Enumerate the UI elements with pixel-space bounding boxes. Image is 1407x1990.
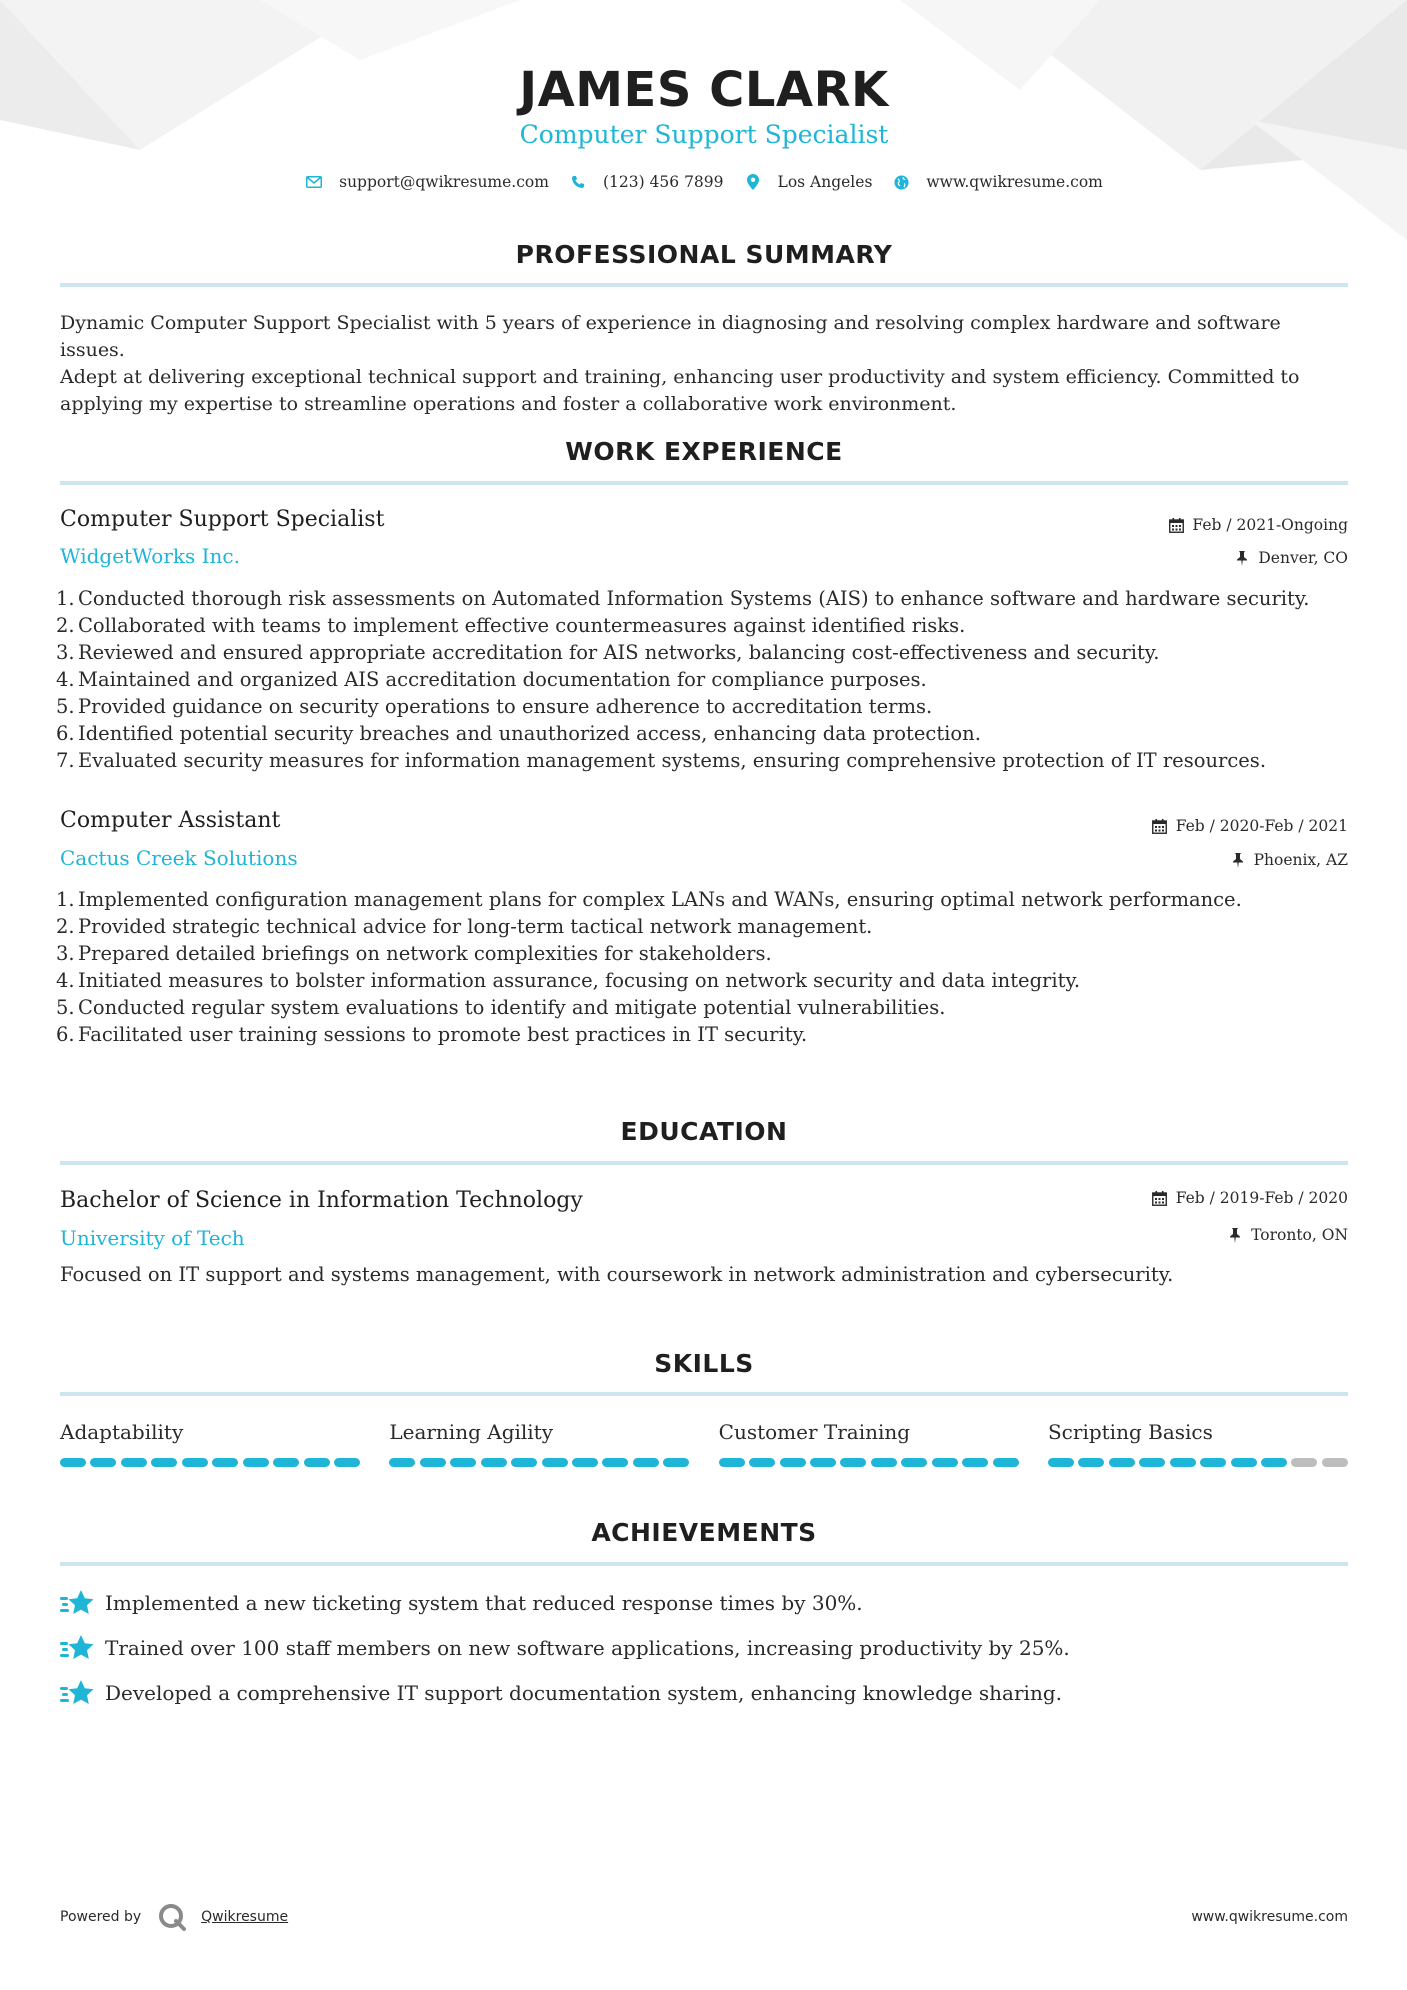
skill-segment-filled <box>304 1458 330 1467</box>
summary-text <box>60 310 1348 418</box>
job-role: Computer Support Specialist <box>60 507 385 532</box>
skill-segment-filled <box>511 1458 537 1467</box>
education-heading: EDUCATION <box>620 1117 788 1146</box>
qwikresume-logo-icon <box>157 1902 187 1932</box>
skill-segment-filled <box>90 1458 116 1467</box>
footer-powered-by <box>60 1902 288 1932</box>
skill-segment-filled <box>962 1458 988 1467</box>
skill-segment-filled <box>993 1458 1019 1467</box>
skill-item <box>60 1420 360 1467</box>
skill-level-bar <box>719 1458 1019 1467</box>
skill-segment-filled <box>182 1458 208 1467</box>
powered-by-label: Powered by <box>60 1909 142 1925</box>
education-location <box>1227 1226 1348 1244</box>
skill-segment-filled <box>389 1458 415 1467</box>
list-item: 5. Conducted regular system evaluations to identify and mitigate potential vulnerabilities. <box>56 996 946 1019</box>
skill-item <box>1048 1420 1348 1467</box>
footer-website-link[interactable]: www.qwikresume.com <box>1191 1909 1348 1925</box>
experience-divider <box>60 481 1348 485</box>
skill-level-bar <box>1048 1458 1348 1467</box>
calendar-icon <box>1152 1190 1168 1206</box>
footer <box>60 1902 1348 1932</box>
skill-segment-filled <box>450 1458 476 1467</box>
skill-segment-filled <box>602 1458 628 1467</box>
list-item: 1. Implemented configuration management plans for complex LANs and WANs, ensuring optimal network performance. <box>56 888 1242 911</box>
list-item: 3. Prepared detailed briefings on network complexities for stakeholders. <box>56 942 772 965</box>
skill-segment-filled <box>663 1458 689 1467</box>
contact-location <box>744 173 873 191</box>
summary-line: Dynamic Computer Support Specialist with 5 years of experience in diagnosing and resolving complex hardware and software issues. <box>60 312 1281 361</box>
skills-divider <box>60 1392 1348 1396</box>
job-dates-text: Feb / 2021-Ongoing <box>1192 516 1348 534</box>
skill-name: Scripting Basics <box>1047 1420 1213 1444</box>
map-pin-icon <box>744 173 762 191</box>
star-icon <box>60 1588 94 1618</box>
skill-level-bar <box>389 1458 689 1467</box>
skill-segment-filled <box>334 1458 360 1467</box>
contact-location-text: Los Angeles <box>777 173 873 191</box>
achievement-text: Implemented a new ticketing system that reduced response times by 30%. <box>105 1590 863 1615</box>
education-divider <box>60 1161 1348 1165</box>
job-bullets <box>56 585 1348 774</box>
job-dates <box>1168 516 1348 534</box>
skill-segment-filled <box>749 1458 775 1467</box>
contact-email-text: support@qwikresume.com <box>339 173 549 191</box>
education-dates <box>1152 1189 1348 1207</box>
skill-segment-filled <box>1231 1458 1257 1467</box>
skill-segment-filled <box>121 1458 147 1467</box>
skill-name: Adaptability <box>60 1420 184 1444</box>
skill-segment-filled <box>1078 1458 1104 1467</box>
list-item: 3. Reviewed and ensured appropriate accreditation for AIS networks, balancing cost-effectiveness and security. <box>56 641 1160 664</box>
job-dates-text: Feb / 2020-Feb / 2021 <box>1175 817 1348 835</box>
skills-list <box>60 1420 1348 1467</box>
skill-segment-filled <box>212 1458 238 1467</box>
education-location-text: Toronto, ON <box>1251 1226 1348 1244</box>
skill-segment-filled <box>1200 1458 1226 1467</box>
achievements-heading: ACHIEVEMENTS <box>591 1518 817 1547</box>
list-item: 6. Identified potential security breaches and unauthorized access, enhancing data protection. <box>56 722 981 745</box>
job-company: Cactus Creek Solutions <box>60 846 298 870</box>
skill-segment-filled <box>243 1458 269 1467</box>
summary-line: applying my expertise to streamline operations and foster a collaborative work environment. <box>60 393 957 415</box>
calendar-icon <box>1152 818 1168 834</box>
job-location-text: Phoenix, AZ <box>1253 851 1348 869</box>
star-icon <box>60 1633 94 1663</box>
achievements-list <box>60 1580 1348 1715</box>
skills-heading: SKILLS <box>654 1349 754 1378</box>
contact-phone-text: (123) 456 7899 <box>602 173 724 191</box>
job-location <box>1230 851 1348 869</box>
skill-segment-filled <box>871 1458 897 1467</box>
skill-segment-filled <box>719 1458 745 1467</box>
skill-segment-filled <box>810 1458 836 1467</box>
skill-segment-filled <box>840 1458 866 1467</box>
contact-phone[interactable] <box>569 173 724 191</box>
list-item: 5. Provided guidance on security operations to ensure adherence to accreditation terms. <box>56 695 933 718</box>
skill-segment-filled <box>572 1458 598 1467</box>
skill-segment-filled <box>633 1458 659 1467</box>
envelope-icon <box>305 173 323 191</box>
list-item: 6. Facilitated user training sessions to promote best practices in IT security. <box>56 1023 808 1046</box>
achievement-text: Developed a comprehensive IT support documentation system, enhancing knowledge sharing. <box>105 1680 1062 1705</box>
skill-level-bar <box>60 1458 360 1467</box>
list-item: 2. Collaborated with teams to implement effective countermeasures against identified risks. <box>56 614 966 637</box>
star-icon <box>60 1678 94 1708</box>
globe-icon <box>892 173 910 191</box>
skill-segment-empty <box>1322 1458 1348 1467</box>
contact-website[interactable] <box>892 173 1102 191</box>
skill-segment-filled <box>1048 1458 1074 1467</box>
skill-segment-filled <box>780 1458 806 1467</box>
education-description: Focused on IT support and systems management, with coursework in network administration and cybersecurity. <box>60 1263 1174 1286</box>
summary-divider <box>60 283 1348 287</box>
skill-segment-filled <box>273 1458 299 1467</box>
skill-segment-filled <box>901 1458 927 1467</box>
education-school: University of Tech <box>60 1226 245 1250</box>
pushpin-icon <box>1230 852 1246 868</box>
education-degree: Bachelor of Science in Information Technology <box>60 1188 583 1213</box>
education-dates-text: Feb / 2019-Feb / 2020 <box>1175 1189 1348 1207</box>
job-role: Computer Assistant <box>60 808 281 833</box>
skill-name: Learning Agility <box>389 1420 554 1444</box>
candidate-title: Computer Support Specialist <box>519 120 889 149</box>
job-location <box>1234 549 1348 567</box>
skill-name: Customer Training <box>718 1420 911 1444</box>
list-item: 4. Initiated measures to bolster information assurance, focusing on network security and data integrity. <box>56 969 1081 992</box>
summary-line: Adept at delivering exceptional technical support and training, enhancing user productivity and system efficiency. Committed to <box>60 366 1300 388</box>
job-bullets <box>56 886 1348 1048</box>
skill-segment-filled <box>481 1458 507 1467</box>
skill-segment-filled <box>1261 1458 1287 1467</box>
calendar-icon <box>1168 517 1184 533</box>
candidate-name: JAMES CLARK <box>519 62 889 118</box>
skill-item <box>719 1420 1019 1467</box>
skill-segment-filled <box>151 1458 177 1467</box>
pushpin-icon <box>1234 550 1250 566</box>
job-company: WidgetWorks Inc. <box>60 544 240 568</box>
skill-item <box>389 1420 689 1467</box>
contact-email[interactable] <box>305 173 549 191</box>
skill-segment-filled <box>420 1458 446 1467</box>
achievements-divider <box>60 1562 1348 1566</box>
achievement-item <box>60 1625 1348 1670</box>
achievement-text: Trained over 100 staff members on new software applications, increasing productivity by 25%. <box>105 1635 1070 1660</box>
skill-segment-filled <box>60 1458 86 1467</box>
skill-segment-filled <box>932 1458 958 1467</box>
skill-segment-filled <box>542 1458 568 1467</box>
list-item: 1. Conducted thorough risk assessments on Automated Information Systems (AIS) to enhance software and hardware security. <box>56 587 1310 610</box>
list-item: 7. Evaluated security measures for information management systems, ensuring comprehensive protection of IT resources. <box>56 749 1267 772</box>
contact-bar <box>60 173 1348 191</box>
pushpin-icon <box>1227 1227 1243 1243</box>
achievement-item <box>60 1580 1348 1625</box>
job-dates <box>1152 817 1348 835</box>
qwikresume-link[interactable]: Qwikresume <box>201 1909 289 1925</box>
skill-segment-filled <box>1109 1458 1135 1467</box>
experience-heading: WORK EXPERIENCE <box>565 437 843 466</box>
resume-page <box>56 0 1348 1990</box>
skill-segment-filled <box>1170 1458 1196 1467</box>
achievement-item <box>60 1670 1348 1715</box>
skill-segment-empty <box>1291 1458 1317 1467</box>
summary-heading: PROFESSIONAL SUMMARY <box>515 240 893 269</box>
list-item: 2. Provided strategic technical advice for long-term tactical network management. <box>56 915 873 938</box>
phone-icon <box>569 173 587 191</box>
list-item: 4. Maintained and organized AIS accreditation documentation for compliance purposes. <box>56 668 927 691</box>
job-location-text: Denver, CO <box>1258 549 1348 567</box>
skill-segment-filled <box>1139 1458 1165 1467</box>
contact-website-text: www.qwikresume.com <box>926 173 1103 191</box>
